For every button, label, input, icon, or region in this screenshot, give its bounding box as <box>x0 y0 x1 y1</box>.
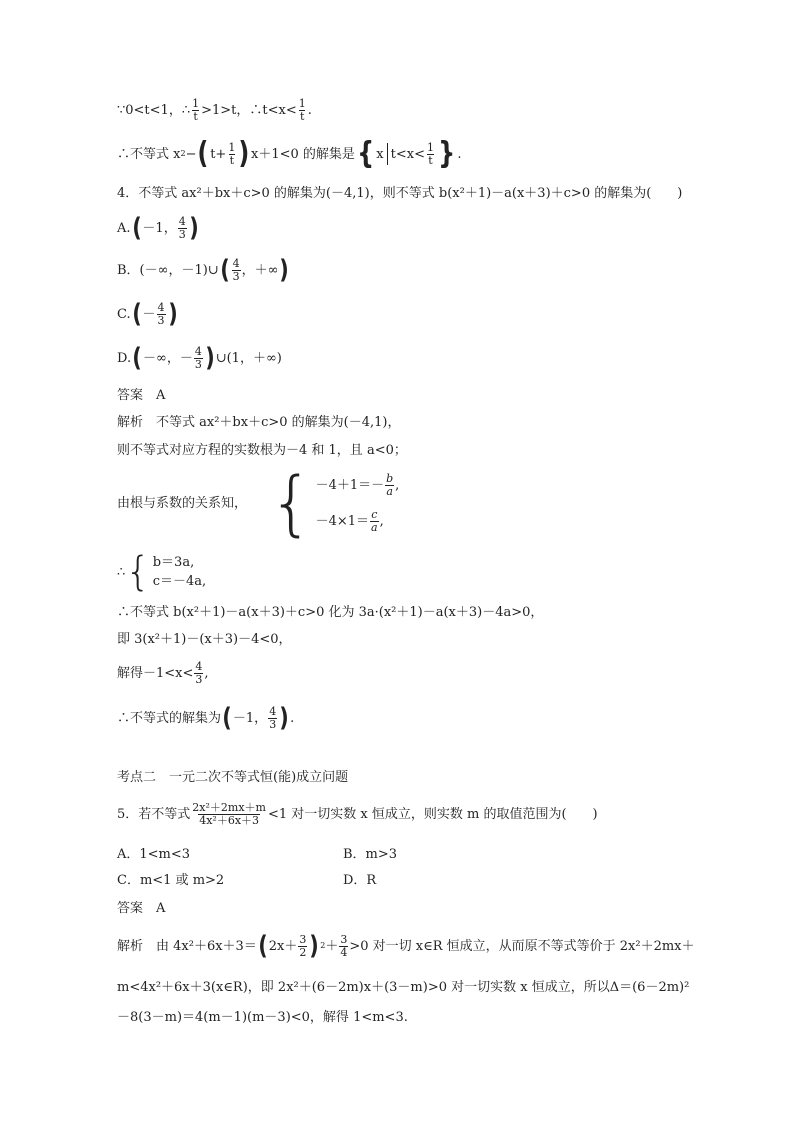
fraction <box>178 216 187 240</box>
option-label: A. <box>117 220 131 236</box>
text: >0 对一切 x∈R 恒成立，从而原不等式等价于 2x²＋2mx＋ <box>349 938 695 954</box>
fraction <box>232 258 241 282</box>
text: －8(3－m)＝4(m－1)(m－3)<0，解得 1<m<3. <box>117 1010 408 1025</box>
solution-4-line-7 <box>117 661 209 685</box>
frac-num: 1 <box>426 141 434 154</box>
text: ，＋∞ <box>241 262 279 278</box>
option-a <box>117 212 200 243</box>
frac-den: 3 <box>232 269 240 283</box>
frac-num: 3 <box>340 933 348 946</box>
frac-num: 1 <box>298 97 306 110</box>
text: t<x< <box>390 146 425 162</box>
text: 解析 不等式 ax²＋bx＋c>0 的解集为(－4,1)， <box>117 415 401 430</box>
fraction <box>370 509 379 533</box>
option-a: A．1<m<3 <box>117 847 191 862</box>
text: ∴不等式 b(x²＋1)－a(x＋3)＋c>0 化为 3a·(x²＋1)－a(x＋3)－4a>0， <box>117 605 544 620</box>
text: ∴不等式 x <box>117 146 181 162</box>
text: ∴不等式的解集为 <box>117 710 222 726</box>
text: 解得－1<x< <box>117 665 194 681</box>
right-bracket: ) <box>188 212 199 243</box>
right-paren: ) <box>309 930 320 961</box>
text: 2x＋ <box>268 938 298 954</box>
text: －4＋1＝－ <box>315 477 385 493</box>
frac-den: t <box>300 109 305 123</box>
section-heading <box>117 771 348 784</box>
text: 考点二 一元二次不等式恒(能)成立问题 <box>117 770 349 785</box>
fraction <box>339 934 348 958</box>
frac-den: 3 <box>269 717 277 731</box>
fraction <box>298 934 307 958</box>
text: − <box>185 146 197 162</box>
text: 由根与系数的关系知， <box>117 495 248 511</box>
left-bracket: ( <box>131 212 142 243</box>
frac-num: 1 <box>228 141 236 154</box>
text: ＋ <box>325 938 339 954</box>
text: －∞，－ <box>142 350 193 366</box>
fraction <box>191 802 267 826</box>
line-since-t <box>117 98 312 122</box>
fraction <box>194 661 203 685</box>
system-rows <box>153 556 206 588</box>
left-paren: ( <box>197 136 209 172</box>
fraction <box>194 346 203 370</box>
fraction <box>298 98 307 122</box>
left-brace: { <box>357 136 375 172</box>
frac-den: 4 <box>340 945 348 959</box>
system-rows <box>316 472 400 534</box>
question-4-stem <box>117 187 682 200</box>
text: , <box>204 665 209 681</box>
option-label: B．(－∞，－1)∪ <box>117 262 219 278</box>
option-label: C. <box>117 306 131 322</box>
text: 则不等式对应方程的实数根为－4 和 1，且 a<0； <box>117 443 407 458</box>
solution-5-line-2 <box>117 981 689 994</box>
question-5-options-row-2 <box>117 874 224 887</box>
frac-den: t <box>229 153 235 167</box>
frac-den: 3 <box>157 313 165 327</box>
question-5-option-d <box>343 874 376 887</box>
text: ∪(1，＋∞) <box>215 350 282 366</box>
frac-den: 3 <box>178 227 186 241</box>
question-5-option-b <box>343 848 397 861</box>
frac-num: 4 <box>232 257 240 270</box>
fraction <box>191 98 200 122</box>
solution-5-line-1: 解析 由 4x²＋6x＋3＝ ( 2x＋ $\frac{3}{2}$ ) 2 ＋ $\frac{3}{4}$ >0 对一切 x∈R 恒成立，从而原不等式等价于 2x²＋2mx＋ <box>117 930 695 961</box>
text: 4．不等式 ax²＋bx＋c>0 的解集为(－4,1)，则不等式 b(x²＋1)－a(x＋3)＋c>0 的解集为( ) <box>117 186 683 201</box>
fraction <box>268 706 277 730</box>
frac-den: a <box>371 520 378 534</box>
text: 答案 A <box>117 901 166 916</box>
left-bracket: ( <box>131 298 142 329</box>
left-bracket: ( <box>222 702 232 733</box>
fraction <box>426 142 435 166</box>
text: －1， <box>232 710 268 726</box>
text: ∵0<t<1，∴ <box>117 102 191 118</box>
fraction <box>157 302 166 326</box>
text: . <box>457 146 462 162</box>
left-paren: ( <box>258 930 268 961</box>
text: >1>t，∴t<x< <box>201 102 297 118</box>
answer-4 <box>117 389 165 402</box>
text: . <box>307 102 312 118</box>
solution-4-line-5 <box>117 606 543 619</box>
right-bracket: ) <box>279 702 289 733</box>
solution-4-bc <box>117 549 207 595</box>
frac-num: 4 <box>157 301 165 314</box>
text: c＝－4a, <box>152 574 207 589</box>
frac-num: b <box>386 471 394 485</box>
fraction <box>385 473 394 497</box>
solution-5-line-3 <box>117 1011 408 1024</box>
right-brace: } <box>438 136 456 172</box>
solution-4-system <box>117 462 400 544</box>
text: 5．若不等式 <box>117 806 191 822</box>
text: . <box>290 710 295 726</box>
fraction <box>227 142 236 166</box>
right-bracket: ) <box>167 298 178 329</box>
frac-den: 4x²＋6x＋3 <box>199 813 260 827</box>
frac-num: 3 <box>299 933 307 946</box>
frac-num: 4 <box>194 345 202 358</box>
frac-num: 4 <box>269 705 277 718</box>
line-inequality-solution: ∴不等式 x 2 − ( t+ $\frac{1}{t}$ ) x＋1<0 的解集是 { x t<x< $\frac{1}{t}$ } . <box>117 136 462 172</box>
option-b <box>117 254 290 285</box>
frac-den: 2 <box>299 945 307 959</box>
set-bar <box>387 143 388 165</box>
text: 即 3(x²＋1)－(x＋3)－4<0， <box>117 632 292 647</box>
option-label: D. <box>117 350 132 366</box>
solution-4-line-8 <box>117 702 295 733</box>
text: , <box>395 477 400 493</box>
option-c <box>117 298 178 329</box>
frac-den: a <box>386 484 393 498</box>
frac-den: t <box>193 109 198 123</box>
text: 答案 A <box>117 388 166 403</box>
left-brace: { <box>269 462 314 544</box>
right-bracket: ) <box>205 342 215 373</box>
right-paren: ) <box>238 136 250 172</box>
text: 解析 由 4x²＋6x＋3＝ <box>117 938 257 954</box>
text: －1， <box>142 220 177 236</box>
answer-5 <box>117 902 165 915</box>
solution-4-line-1 <box>117 416 400 429</box>
text: －4×1＝ <box>315 513 369 529</box>
text: , <box>379 513 384 529</box>
solution-4-line-6 <box>117 633 292 646</box>
text: － <box>142 306 156 322</box>
question-5-options-row-1 <box>117 848 190 861</box>
frac-den: 3 <box>195 672 203 686</box>
text: m<4x²＋6x＋3(x∈R)，即 2x²＋(6－2m)x＋(3－m)>0 对一切实数 x 恒成立，所以Δ＝(6－2m)² <box>117 980 690 995</box>
frac-num: c <box>371 507 378 521</box>
right-bracket: ) <box>279 254 290 285</box>
system-row <box>316 472 400 498</box>
option-d: D．R <box>343 873 377 888</box>
system-row <box>316 508 400 534</box>
left-brace: { <box>125 549 151 595</box>
text: x＋1<0 的解集是 <box>251 146 355 162</box>
frac-num: 1 <box>192 97 200 110</box>
frac-den: 3 <box>194 357 202 371</box>
question-5-stem <box>117 802 598 826</box>
text: x <box>376 146 384 162</box>
frac-den: t <box>428 153 433 167</box>
option-b: B．m>3 <box>343 847 398 862</box>
text: t+ <box>210 146 227 162</box>
left-bracket: ( <box>219 254 230 285</box>
text: ∴ <box>117 564 126 580</box>
frac-num: 2x²＋2mx＋m <box>192 801 266 814</box>
text: b＝3a, <box>152 555 195 570</box>
option-c: C．m<1 或 m>2 <box>117 873 225 888</box>
text: <1 对一切实数 x 恒成立，则实数 m 的取值范围为( ) <box>267 806 598 822</box>
option-d <box>117 342 282 373</box>
left-bracket: ( <box>132 342 142 373</box>
frac-num: 4 <box>195 660 203 673</box>
solution-4-line-2 <box>117 444 407 457</box>
frac-num: 4 <box>178 215 186 228</box>
